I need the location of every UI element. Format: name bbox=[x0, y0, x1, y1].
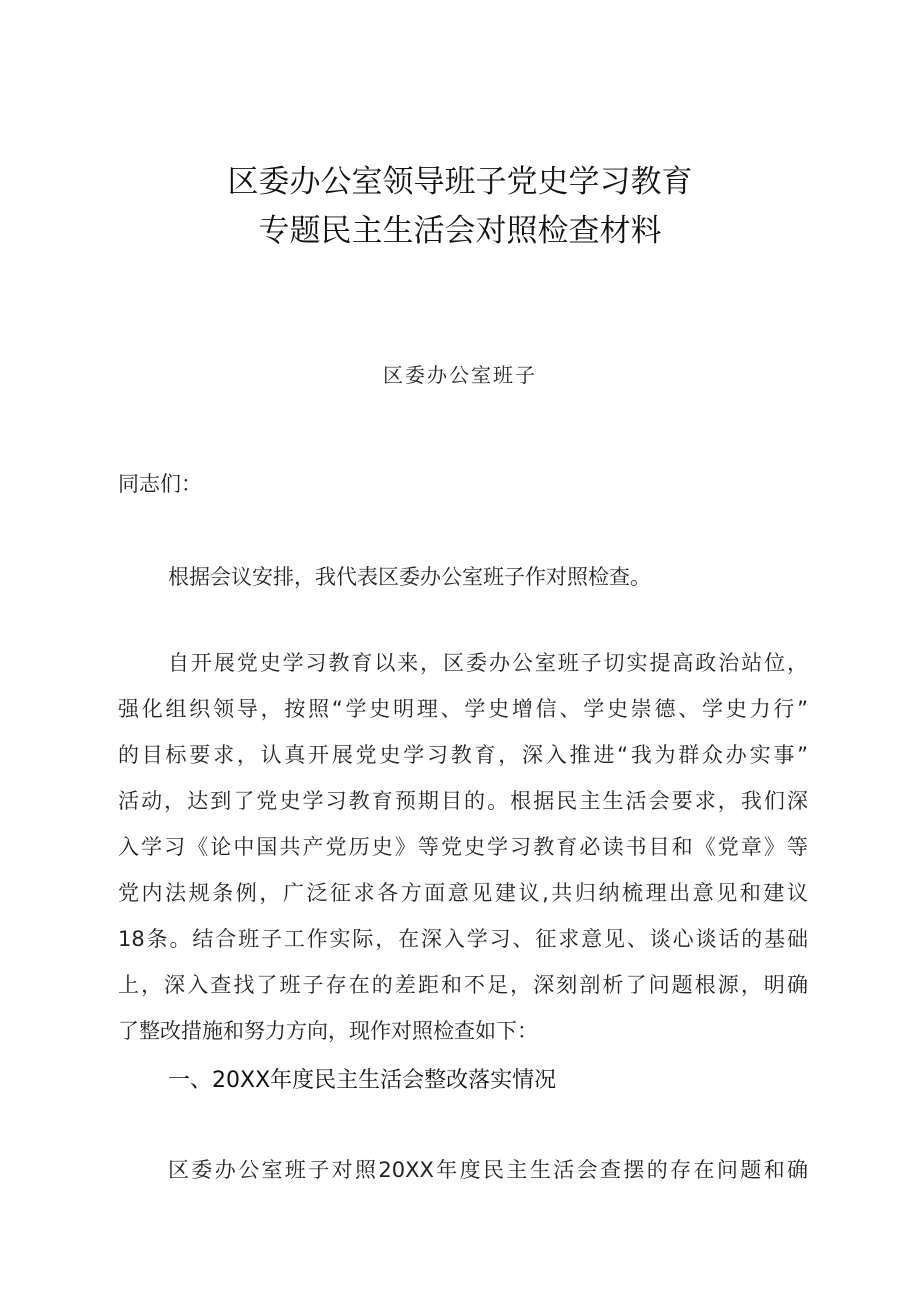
document-title-line-2: 专题民主生活会对照检查材料 bbox=[258, 213, 662, 249]
section-heading: 一、20XX年度民主生活会整改落实情况 bbox=[168, 1068, 557, 1093]
paragraph-line: 强化组织领导，按照“学史明理、学史增信、学史崇德、学史力行” bbox=[118, 697, 808, 721]
paragraph-line: 自开展党史学习教育以来，区委办公室班子切实提高政治站位， bbox=[168, 651, 808, 675]
section-paragraph-line: 区委办公室班子对照20XX年度民主生活会查摆的存在问题和确 bbox=[168, 1158, 808, 1182]
paragraph-line: 党内法规条例，广泛征求各方面意见建议,共归纳梳理出意见和建议 bbox=[118, 881, 808, 905]
paragraph-line: 活动，达到了党史学习教育预期目的。根据民主生活会要求，我们深 bbox=[118, 789, 808, 813]
document-title-line-1: 区委办公室领导班子党史学习教育 bbox=[227, 164, 693, 200]
salutation: 同志们： bbox=[118, 472, 202, 496]
paragraph-line: 了整改措施和努力方向，现作对照检查如下： bbox=[118, 1019, 538, 1043]
paragraph-line: 的目标要求，认真开展党史学习教育，深入推进“我为群众办实事” bbox=[118, 743, 808, 767]
paragraph-line: 入学习《论中国共产党历史》等党史学习教育必读书目和《党章》等 bbox=[118, 835, 808, 859]
document-unit: 区委办公室班子 bbox=[383, 363, 537, 387]
intro-paragraph: 根据会议安排，我代表区委办公室班子作对照检查。 bbox=[168, 565, 651, 589]
paragraph-line: 上，深入查找了班子存在的差距和不足，深刻剖析了问题根源，明确 bbox=[118, 973, 808, 997]
paragraph-line: 18条。结合班子工作实际，在深入学习、征求意见、谈心谈话的基础 bbox=[118, 927, 808, 951]
